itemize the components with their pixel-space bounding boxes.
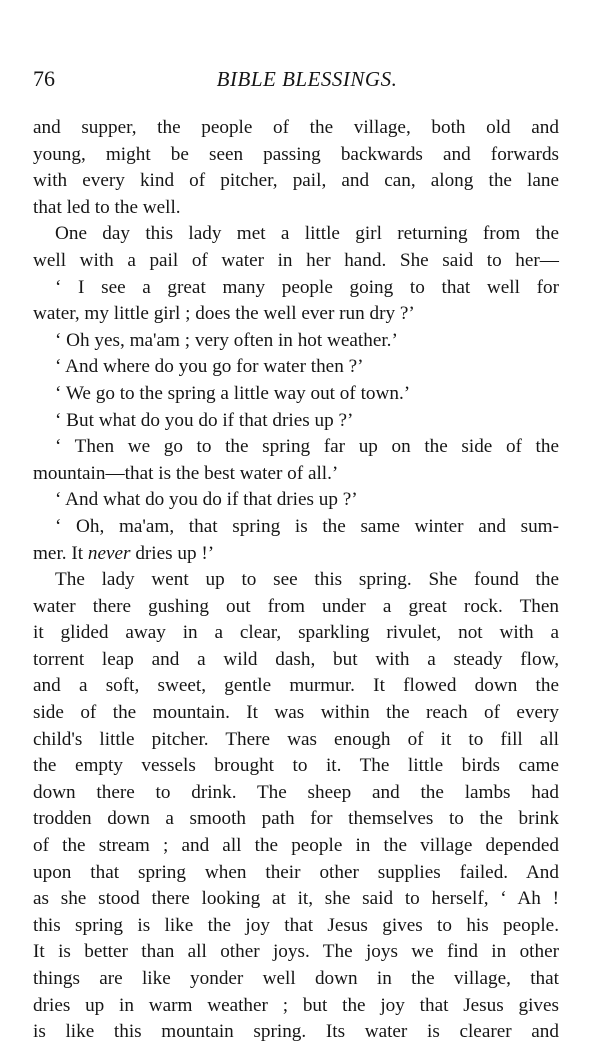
text-line: trodden down a smooth path for themselves to the brink <box>33 808 559 830</box>
text-line: torrent leap and a wild dash, but with a steady flow, <box>33 648 559 670</box>
text-line: water there gushing out from under a great rock. Then <box>33 595 559 617</box>
text-line: ‘ Oh, ma'am, that spring is the same winter and sum- <box>55 515 559 537</box>
text-line: this spring is like the joy that Jesus gives to his people. <box>33 914 559 936</box>
text-line: ‘ We go to the spring a little way out of town.’ <box>55 382 411 404</box>
text-line: young, might be seen passing backwards and forwards <box>33 143 559 165</box>
running-title: BIBLE BLESSINGS. <box>216 67 398 91</box>
text-line: ‘ Then we go to the spring far up on the side of the <box>55 436 559 458</box>
text-line: water, my little girl ; does the well ever run dry ?’ <box>33 303 415 325</box>
text-line: It is better than all other joys. The joys we find in other <box>33 941 559 963</box>
text-line: things are like yonder well down in the village, that <box>33 968 559 989</box>
page-number: 76 <box>33 66 55 91</box>
text-segment: dries up !’ <box>130 542 215 564</box>
text-line: ‘ I see a great many people going to that well for <box>55 276 559 298</box>
text-line: dries up in warm weather ; but the joy that Jesus gives <box>33 994 559 1016</box>
text-line: it glided away in a clear, sparkling rivulet, not with a <box>33 622 559 644</box>
emphasis-text: never <box>87 542 131 564</box>
text-line: that led to the well. <box>33 196 181 218</box>
text-line <box>33 541 559 568</box>
text-segment: mer. It <box>33 542 88 564</box>
text-line: ‘ Oh yes, ma'am ; very often in hot weather.’ <box>55 329 398 351</box>
text-line: One day this lady met a little girl returning from the <box>55 223 559 245</box>
text-line: is like this mountain spring. Its water is clearer and <box>33 1021 559 1043</box>
text-line: down there to drink. The sheep and the lambs had <box>33 781 559 803</box>
text-line: and supper, the people of the village, both old and <box>33 117 559 138</box>
text-line: The lady went up to see this spring. She found the <box>55 569 559 591</box>
text-line: ‘ And what do you do if that dries up ?’ <box>55 489 358 511</box>
body-text <box>33 115 559 1046</box>
page-header <box>33 64 561 94</box>
text-line: and a soft, sweet, gentle murmur. It flowed down the <box>33 675 559 697</box>
text-line: the empty vessels brought to it. The little birds came <box>33 755 559 777</box>
text-line: of the stream ; and all the people in the village depended <box>33 835 559 857</box>
text-line: ‘ And where do you go for water then ?’ <box>55 356 364 378</box>
text-line: mountain—that is the best water of all.’ <box>33 462 339 484</box>
text-line: side of the mountain. It was within the reach of every <box>33 702 559 724</box>
text-line: upon that spring when their other supplies failed. And <box>33 861 559 883</box>
text-line: as she stood there looking at it, she said to herself, ‘ Ah ! <box>33 888 559 910</box>
text-line: well with a pail of water in her hand. She said to her— <box>33 249 559 271</box>
text-line: ‘ But what do you do if that dries up ?’ <box>55 409 354 431</box>
text-line: with every kind of pitcher, pail, and can, along the lane <box>33 170 559 192</box>
text-line: child's little pitcher. There was enough of it to fill all <box>33 728 559 750</box>
